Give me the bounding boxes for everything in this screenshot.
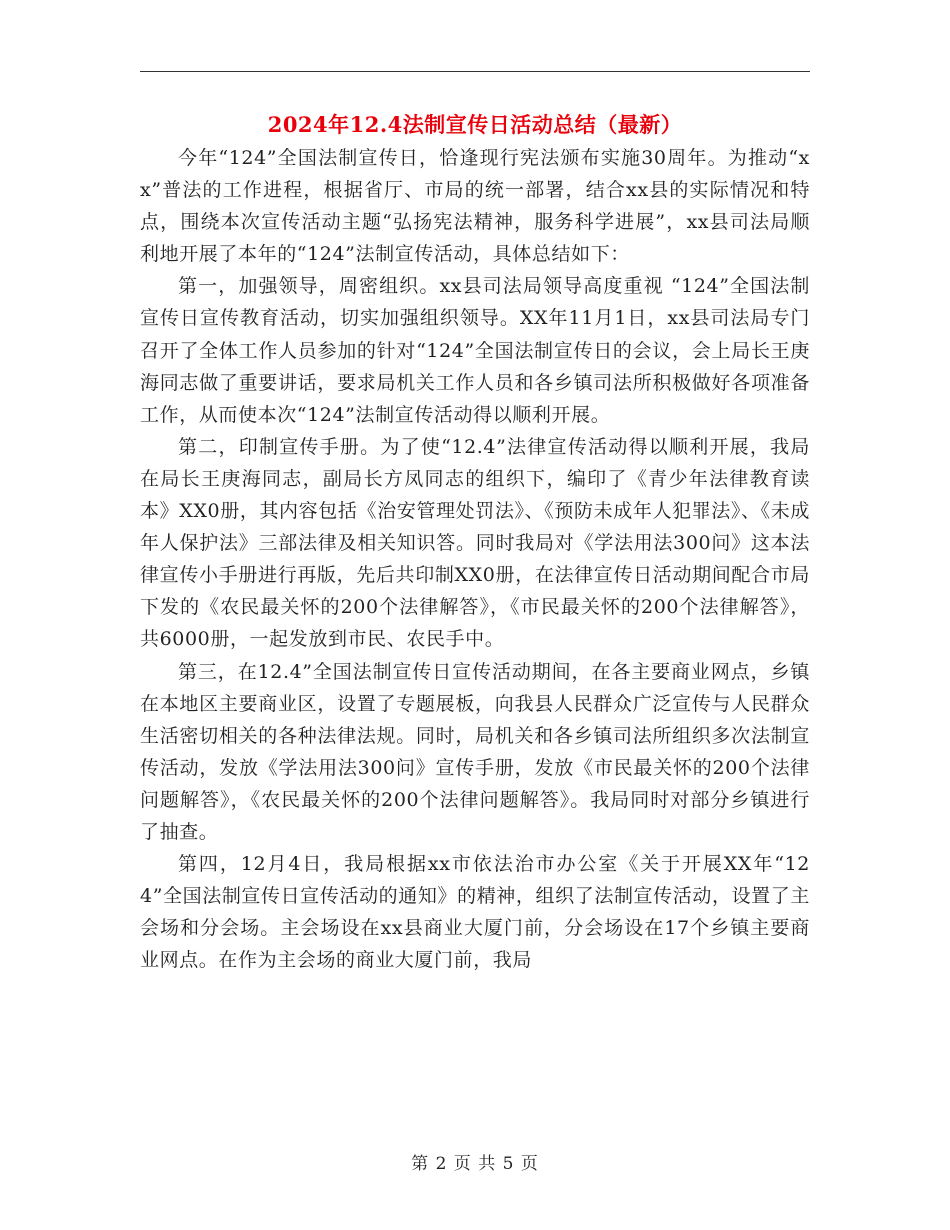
paragraph-first: 第一，加强领导，周密组织。xx县司法局领导高度重视 “124”全国法制宣传日宣传教育活动，切实加强组织领导。XX年11月1日，xx县司法局专门召开了全体工作人员参加的针对“124”全国法制宣传日的会议，会上局长王庚海同志做了重要讲话，要求局机关工作人员和各乡镇司法所积极做好各项准备工作，从而使本次“124”法制宣传活动得以顺利开展。 — [140, 275, 810, 426]
document-title: 2024年12.4法制宣传日活动总结（最新） — [267, 112, 683, 137]
paragraph-fourth: 第四，12月4日，我局根据xx市依法治市办公室《关于开展XX年“124”全国法制宣传日宣传活动的通知》的精神，组织了法制宣传活动，设置了主会场和分会场。主会场设在xx县商业大厦门前，分会场设在17个乡镇主要商业网点。在作为主会场的商业大厦门前，我局 — [140, 853, 810, 972]
paragraph-intro: 今年“124”全国法制宣传日，恰逢现行宪法颁布实施30周年。为推动“xx”普法的工作进程，根据省厅、市局的统一部署，结合xx县的实际情况和特点，围绕本次宣传活动主题“弘扬宪法精神，服务科学进展”，xx县司法局顺利地开展了本年的“124”法制宣传活动，具体总结如下： — [140, 147, 810, 266]
paragraph-second: 第二，印制宣传手册。为了使“12.4”法律宣传活动得以顺利开展，我局在局长王庚海同志，副局长方凤同志的组织下，编印了《青少年法律教育读本》XX0册，其内容包括《治安管理处罚法》、《预防未成年人犯罪法》、《未成年人保护法》三部法律及相关知识答。同时我局对《学法用法300问》这本法律宣传小手册进行再版，先后共印制XX0册，在法律宣传日活动期间配合市局下发的《农民最关怀的200个法律解答》，《市民最关怀的200个法律解答》，共6000册，一起发放到市民、农民手中。 — [140, 435, 810, 651]
document-body — [140, 142, 810, 976]
header-rule — [140, 71, 810, 72]
page-number: 第 2 页 共 5 页 — [411, 1154, 539, 1174]
paragraph-third: 第三，在12.4”全国法制宣传日宣传活动期间，在各主要商业网点，乡镇在本地区主要商业区，设置了专题展板，向我县人民群众广泛宣传与人民群众生活密切相关的各种法律法规。同时，局机关和各乡镇司法所组织多次法制宣传活动，发放《学法用法300问》宣传手册，发放《市民最关怀的200个法律问题解答》，《农民最关怀的200个法律问题解答》。我局同时对部分乡镇进行了抽查。 — [140, 660, 810, 843]
